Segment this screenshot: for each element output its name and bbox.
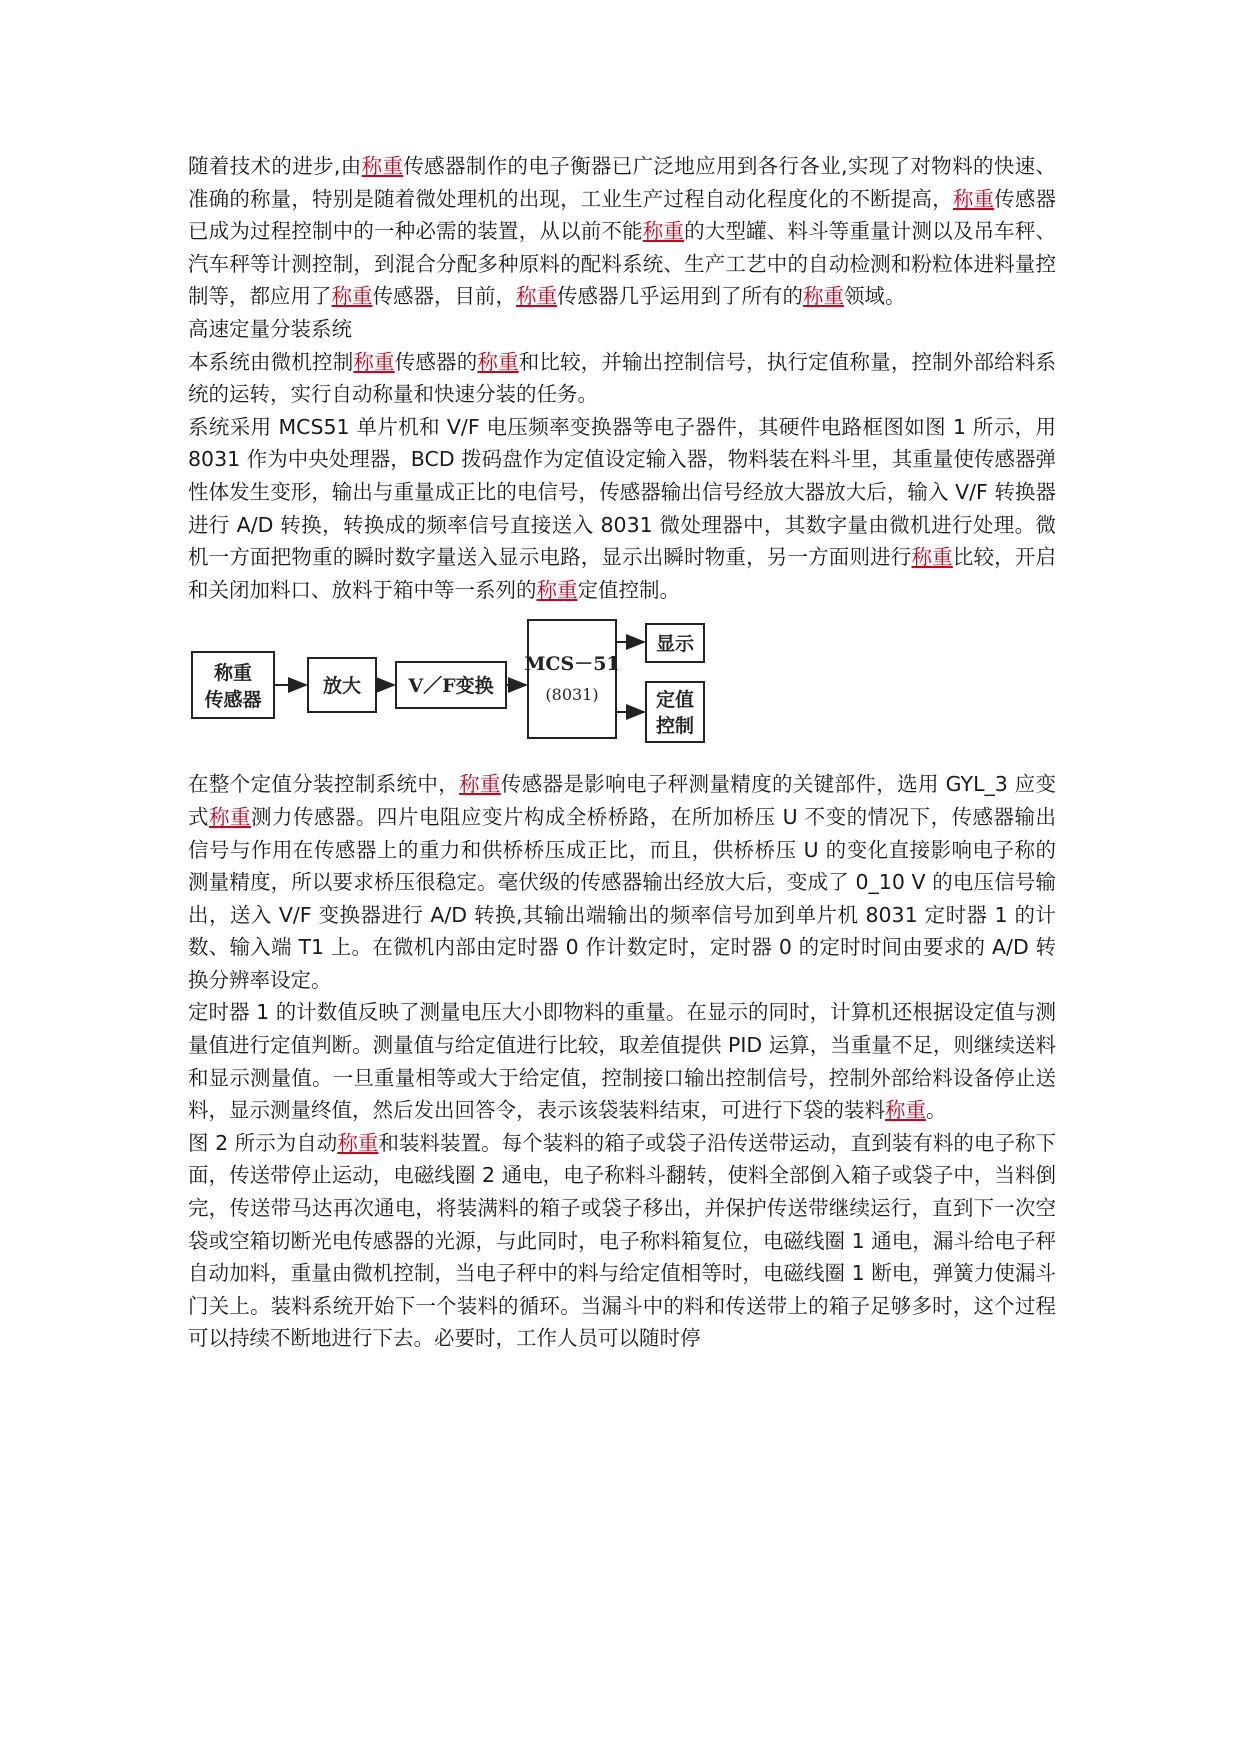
document-body (188, 150, 1056, 1355)
text-run: 本系统由微机控制 (188, 349, 354, 374)
text-run: 和装料装置。每个装料的箱子或袋子沿传送带运动，直到装有料的电子称下面，传送带停止运动，电磁线圈 2 通电，电子称料斗翻转，使料全部倒入箱子或袋子中，当料倒完，传送带马达再次通电，将装满料的箱子或袋子移出，并保护传送带继续运行，直到下一次空袋或空箱切断光电传感器的光源，与此同时，电子称料箱复位，电磁线圈 1 通电，漏斗给电子秤自动加料，重量由微机控制，当电子秤中的料与给定值相等时，电磁线圈 1 断电，弹簧力使漏斗门关上。装料系统开始下一个装料的循环。当漏斗中的料和传送带上的箱子足够多时，这个过程可以持续不断地进行下去。必要时，工作人员可以随时停 (188, 1130, 1057, 1351)
mcu-label-line2: (8031) (545, 685, 599, 705)
keyword-link[interactable]: 称重 (803, 284, 844, 309)
text-run: 的大型罐、料斗等重量计测以及吊车秤、汽车秤等计测控制，到混合分配多种原料的配料系统、生产工艺中的自动检测和粉粒体进料量控制等，都应用了 (188, 219, 1057, 309)
paragraph (188, 768, 1056, 996)
paragraph (188, 346, 1056, 411)
text-run: 定值控制。 (577, 577, 680, 602)
amp-label: 放大 (322, 675, 362, 698)
text-run: 传感器是影响电子秤测量精度的关键部件，选用 GYL_3 应变式 (188, 772, 1057, 829)
block-diagram (188, 612, 1056, 762)
text-run: 传感器制作的电子衡器已广泛地应用到各行各业,实现了对物料的快速、准确的称量，特别是随着微处理机的出现，工业生产过程自动化程度化的不断提高， (188, 154, 1057, 211)
text-run: 图 2 所示为自动 (188, 1130, 338, 1155)
block-diagram-svg (188, 612, 1056, 762)
sensor-label-line1: 称重 (213, 662, 253, 685)
keyword-link[interactable]: 称重 (642, 219, 685, 244)
text-run: 系统采用 MCS51 单片机和 V/F 电压频率变换器等电子器件，其硬件电路框图如图 1 所示，用 8031 作为中央处理器，BCD 拨码盘作为定值设定输入器，物料装在料斗里，其重量使传感器弹性体发生变形，输出与重量成正比的电信号，传感器输出信号经放大器放大后，输入 V/F 转换器进行 A/D 转换，转换成的频率信号直接送入 8031 微处理器中，其数字量由微机进行处理。微机一方面把物重的瞬时数字量送入显示电路，显示出瞬时物重，另一方面则进行 (188, 414, 1056, 570)
text-run: 随着技术的进步,由 (188, 154, 362, 178)
text-run: 传感器，目前， (372, 284, 516, 309)
paragraph (188, 150, 1056, 313)
paragraph (188, 996, 1056, 1126)
paragraph (188, 411, 1056, 607)
text-run: 测力传感器。四片电阻应变片构成全桥桥路，在所加桥压 U 不变的情况下，传感器输出信号与作用在传感器上的重力和供桥桥压成正比，而且，供桥桥压 U 的变化直接影响电子称的测量精度，所以要求桥压很稳定。毫伏级的传感器输出经放大后，变成了 0_10 V 的电压信号输出，送入 V/F 变换器进行 A/D 转换,其输出端输出的频率信号加到单片机 8031 定时器 1 的计数、输入端 T1 上。在微机内部由定时器 0 作计数定时，定时器 0 的定时时间由要求的 A/D 转换分辨率设定。 (188, 804, 1057, 992)
mcu-label-line1: MCS－51 (524, 653, 620, 676)
text-run: 。 (926, 1098, 947, 1123)
text-block-bottom (188, 768, 1056, 1355)
keyword-link[interactable]: 称重 (209, 804, 251, 829)
paragraph (188, 313, 1056, 346)
paragraph (188, 1127, 1056, 1355)
keyword-link[interactable]: 称重 (477, 349, 519, 374)
vf-label: V／F变换 (408, 675, 494, 698)
text-run: 领域。 (844, 284, 906, 309)
keyword-link[interactable]: 称重 (353, 349, 395, 374)
text-run: 传感器的 (394, 349, 478, 374)
control-label-line2: 控制 (655, 715, 695, 738)
text-run: 传感器几乎运用到了所有的 (557, 284, 803, 309)
text-run: 传感器已成为过程控制中的一种必需的装置，从以前不能 (188, 186, 1057, 244)
keyword-link[interactable]: 称重 (459, 772, 501, 797)
keyword-link[interactable]: 称重 (952, 186, 995, 211)
display-label: 显示 (655, 633, 695, 656)
text-run: 在整个定值分装控制系统中， (188, 772, 460, 797)
control-label-line1: 定值 (655, 689, 695, 712)
text-run: 定时器 1 的计数值反映了测量电压大小即物料的重量。在显示的同时，计算机还根据设定值与测量值进行定值判断。测量值与给定值进行比较，取差值提供 PID 运算，当重量不足，则继续送料和显示测量值。一旦重量相等或大于给定值，控制接口输出控制信号，控制外部给料设备停止送料，显示测量终值，然后发出回答令，表示该袋装料结束，可进行下袋的装料 (188, 1000, 1056, 1123)
sensor-label-line2: 传感器 (204, 689, 262, 712)
keyword-link[interactable]: 称重 (516, 284, 557, 309)
text-run: 和比较，并输出控制信号，执行定值称量，控制外部给料系统的运转，实行自动称量和快速分装的任务。 (188, 349, 1057, 407)
text-block-top (188, 150, 1056, 606)
mcu-box (528, 620, 616, 738)
keyword-link[interactable]: 称重 (911, 545, 953, 570)
text-run: 比较，开启和关闭加料口、放料于箱中等一系列的 (188, 545, 1057, 602)
keyword-link[interactable]: 称重 (331, 284, 373, 309)
keyword-link[interactable]: 称重 (536, 577, 578, 602)
text-run: 高速定量分装系统 (188, 316, 352, 341)
keyword-link[interactable]: 称重 (337, 1130, 379, 1155)
keyword-link[interactable]: 称重 (885, 1098, 926, 1123)
keyword-link[interactable]: 称重 (361, 154, 404, 178)
